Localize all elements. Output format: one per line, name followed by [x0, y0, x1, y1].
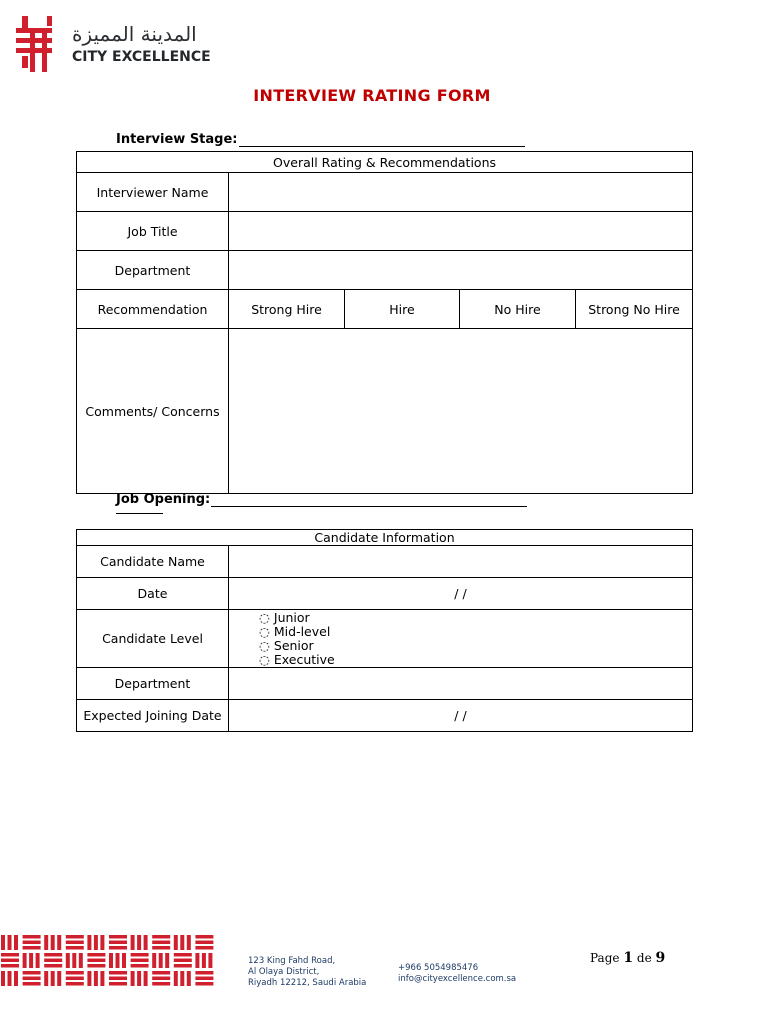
- candidate-level-options: [229, 610, 693, 668]
- footer-pattern-bar: [23, 941, 41, 945]
- footer-pattern-bar: [159, 953, 163, 968]
- footer-pattern-bar: [29, 953, 33, 968]
- job-title-input[interactable]: [229, 212, 693, 251]
- page-total: 9: [655, 950, 666, 966]
- footer-pattern-bar: [195, 953, 199, 968]
- footer-pattern-bar: [109, 953, 113, 968]
- footer-pattern-bar: [195, 935, 213, 939]
- footer-address-line-1: 123 King Fahd Road,: [248, 956, 336, 966]
- footer-pattern-bar: [1, 953, 19, 957]
- footer-pattern-bar: [180, 971, 184, 986]
- footer-phone: +966 5054985476: [398, 963, 479, 973]
- footer-pattern-bar: [44, 971, 48, 986]
- footer-pattern-bar: [66, 977, 84, 981]
- candidate-table-header: Candidate Information: [77, 530, 693, 546]
- footer-pattern-bar: [208, 953, 212, 968]
- footer-pattern-bar: [23, 935, 41, 939]
- footer-pattern-bar: [174, 964, 192, 968]
- footer-pattern-bar: [131, 953, 149, 957]
- footer-pattern-bar: [109, 935, 127, 939]
- comments-label: Comments/ Concerns: [77, 329, 229, 494]
- job-opening-line[interactable]: [211, 494, 527, 507]
- comments-input[interactable]: [229, 329, 693, 494]
- footer-address-line-2: Al Olaya District,: [248, 967, 320, 977]
- candidate-name-input[interactable]: [229, 546, 693, 578]
- footer-pattern-bar: [202, 953, 206, 968]
- option-hire[interactable]: Hire: [345, 290, 460, 329]
- footer-address: [248, 956, 366, 989]
- job-opening-label: Job Opening:: [116, 492, 211, 507]
- candidate-level-label: Candidate Level: [77, 610, 229, 668]
- page-sep: de: [636, 951, 652, 965]
- footer-pattern-bar: [100, 935, 104, 950]
- footer-pattern-bar: [195, 941, 213, 945]
- rating-table: [76, 151, 693, 494]
- footer-pattern-bar: [44, 935, 48, 950]
- date-input[interactable]: / /: [229, 578, 693, 610]
- page-prefix: Page: [590, 951, 620, 965]
- footer-pattern-bar: [152, 941, 170, 945]
- footer-pattern-bar: [23, 982, 41, 986]
- footer-pattern-bar: [66, 953, 70, 968]
- footer-pattern-bar: [94, 971, 98, 986]
- footer-pattern-bar: [174, 935, 178, 950]
- footer-pattern-bar: [174, 953, 192, 957]
- footer-pattern-bar: [131, 935, 135, 950]
- level-option-executive[interactable]: ◌ Executive: [259, 651, 335, 667]
- footer-pattern-bar: [152, 977, 170, 981]
- footer-pattern-bar: [152, 953, 156, 968]
- logo-english-text: CITY EXCELLENCE: [72, 49, 211, 65]
- footer-pattern-bar: [8, 971, 12, 986]
- footer-pattern-bar: [23, 977, 41, 981]
- footer-pattern-bar: [51, 935, 55, 950]
- footer-pattern-bar: [23, 946, 41, 950]
- page-current: 1: [623, 950, 634, 966]
- footer-pattern-bar: [152, 971, 170, 975]
- footer-pattern-bar: [94, 935, 98, 950]
- footer-pattern-bar: [8, 935, 12, 950]
- footer-pattern-bar: [57, 971, 61, 986]
- footer-brand-pattern: [0, 934, 218, 990]
- footer-pattern-bar: [174, 971, 178, 986]
- footer-pattern-bar: [165, 953, 169, 968]
- footer-pattern-bar: [87, 953, 105, 957]
- interviewer-name-input[interactable]: [229, 173, 693, 212]
- footer-pattern-bar: [131, 959, 149, 963]
- department-label: Department: [77, 251, 229, 290]
- footer-pattern-bar: [66, 946, 84, 950]
- footer-pattern-bar: [137, 935, 141, 950]
- footer-pattern-bar: [1, 964, 19, 968]
- rating-table-header: Overall Rating & Recommendations: [77, 152, 693, 173]
- option-strong-no-hire[interactable]: Strong No Hire: [576, 290, 693, 329]
- candidate-department-label: Department: [77, 668, 229, 700]
- footer-pattern-bar: [109, 982, 127, 986]
- footer-pattern-bar: [195, 982, 213, 986]
- footer-pattern-bar: [144, 971, 148, 986]
- footer-pattern-bar: [100, 971, 104, 986]
- footer-pattern-bar: [87, 964, 105, 968]
- option-strong-hire[interactable]: Strong Hire: [229, 290, 345, 329]
- footer-pattern-bar: [57, 935, 61, 950]
- footer-pattern-bar: [152, 935, 170, 939]
- footer-pattern-bar: [137, 971, 141, 986]
- footer-pattern-bar: [116, 953, 120, 968]
- job-opening-field[interactable]: [116, 492, 527, 507]
- footer-pattern-bar: [109, 941, 127, 945]
- candidate-department-input[interactable]: [229, 668, 693, 700]
- footer-pattern-bar: [1, 935, 5, 950]
- footer-address-line-3: Riyadh 12212, Saudi Arabia: [248, 978, 367, 988]
- footer-pattern-bar: [152, 946, 170, 950]
- interviewer-name-label: Interviewer Name: [77, 173, 229, 212]
- footer-pattern-bar: [131, 971, 135, 986]
- footer-pattern-bar: [44, 953, 62, 957]
- job-title-label: Job Title: [77, 212, 229, 251]
- footer-pattern-bar: [23, 971, 41, 975]
- footer-pattern-bar: [187, 935, 191, 950]
- department-input[interactable]: [229, 251, 693, 290]
- footer-pattern-bar: [14, 935, 18, 950]
- footer-pattern-bar: [131, 964, 149, 968]
- expected-joining-date-label: Expected Joining Date: [77, 700, 229, 732]
- footer-pattern-bar: [109, 971, 127, 975]
- level-option-mid-level[interactable]: ◌ Mid-level: [259, 623, 331, 639]
- footer-contact: [398, 963, 516, 985]
- interview-stage-field[interactable]: [116, 132, 525, 147]
- footer-pattern-bar: [195, 977, 213, 981]
- job-opening-line-continued[interactable]: [116, 513, 163, 514]
- footer-pattern-bar: [1, 959, 19, 963]
- footer-pattern-bar: [44, 959, 62, 963]
- footer-pattern-bar: [23, 953, 27, 968]
- expected-joining-date-input[interactable]: / /: [229, 700, 693, 732]
- logo-arabic-text: المدينة المميزة: [72, 22, 197, 46]
- form-title: INTERVIEW RATING FORM: [253, 86, 491, 105]
- footer-pattern-bar: [195, 946, 213, 950]
- footer-pattern-bar: [79, 953, 83, 968]
- candidate-name-label: Candidate Name: [77, 546, 229, 578]
- footer-pattern-bar: [66, 941, 84, 945]
- page-number: [590, 950, 665, 966]
- level-option-senior[interactable]: ◌ Senior: [259, 637, 314, 653]
- recommendation-label: Recommendation: [77, 290, 229, 329]
- candidate-table: [76, 529, 693, 732]
- footer-pattern-bar: [36, 953, 40, 968]
- date-label: Date: [77, 578, 229, 610]
- footer-pattern-bar: [87, 959, 105, 963]
- footer-pattern-bar: [87, 971, 91, 986]
- footer-pattern-bar: [1, 971, 5, 986]
- footer-pattern-bar: [66, 935, 84, 939]
- footer-pattern-bar: [174, 959, 192, 963]
- footer-pattern-bar: [72, 953, 76, 968]
- footer-pattern-bar: [195, 971, 213, 975]
- interview-stage-line[interactable]: [239, 134, 525, 147]
- footer-pattern-bar: [44, 964, 62, 968]
- interview-stage-label: Interview Stage:: [116, 132, 238, 147]
- option-no-hire[interactable]: No Hire: [460, 290, 576, 329]
- level-option-junior[interactable]: ◌ Junior: [259, 609, 310, 625]
- footer-pattern-bar: [51, 971, 55, 986]
- footer-pattern-bar: [14, 971, 18, 986]
- footer-pattern-bar: [187, 971, 191, 986]
- footer-pattern-bar: [109, 977, 127, 981]
- footer-pattern-bar: [152, 982, 170, 986]
- footer-pattern-bar: [180, 935, 184, 950]
- footer-pattern-bar: [144, 935, 148, 950]
- footer-pattern-bar: [122, 953, 126, 968]
- footer-pattern-bar: [66, 982, 84, 986]
- footer-pattern-bar: [87, 935, 91, 950]
- footer-pattern-bar: [66, 971, 84, 975]
- footer-email: info@cityexcellence.com.sa: [398, 974, 517, 984]
- footer-pattern-bar: [109, 946, 127, 950]
